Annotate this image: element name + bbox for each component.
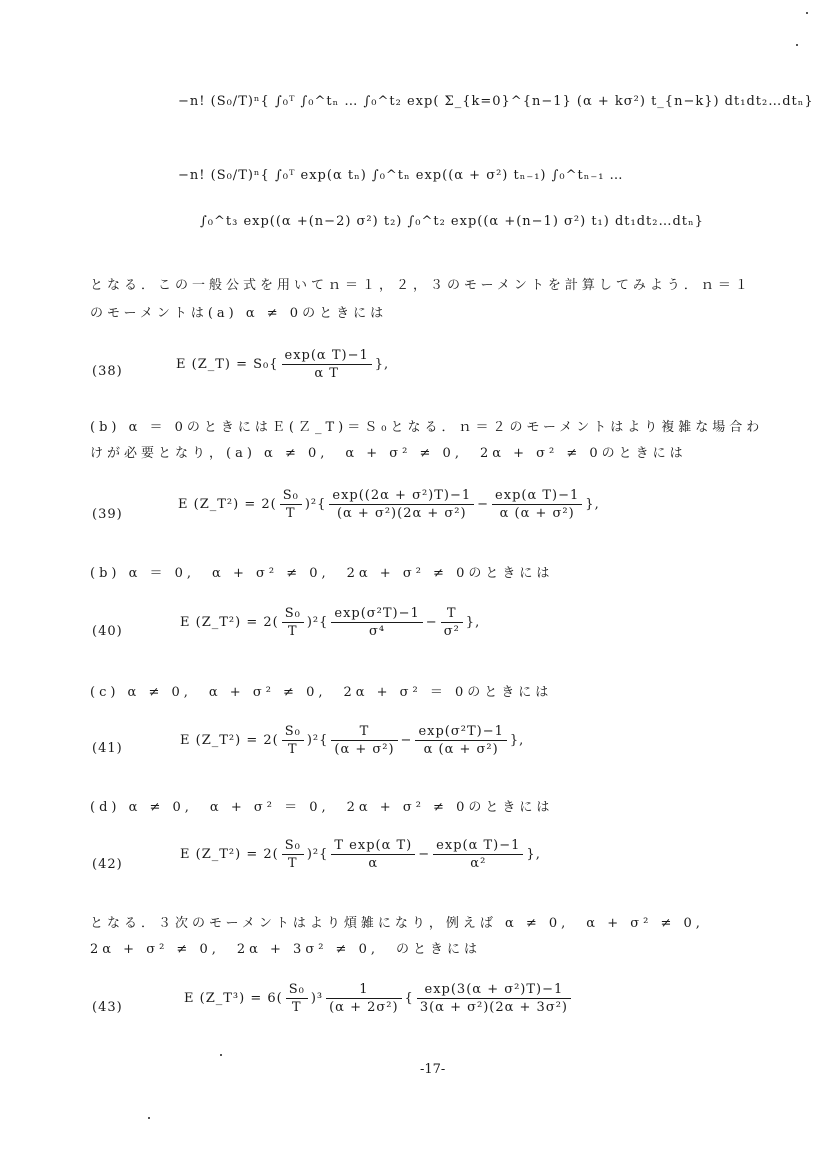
paragraph-6-line-1: となる．３次のモーメントはより煩雑になり，例えば α ≠ 0, α + σ² ≠ 0, — [90, 916, 704, 931]
equation-43-lhs: E (Z_T³) = 6( — [184, 991, 283, 1006]
equation-41-f1-num: T — [331, 724, 397, 741]
general-formula-line-3: ∫₀^t₃ exp((α +(n−2) σ²) t₂) ∫₀^t₂ exp((α +(n−1) σ²) t₁) dt₁dt₂…dtₙ} — [200, 214, 704, 229]
page-number: -17- — [420, 1062, 446, 1077]
equation-41-power: )²{ — [306, 733, 329, 748]
equation-41-f1-den: (α + σ²) — [334, 742, 395, 757]
scan-speck — [148, 1117, 150, 1119]
paragraph-2-line-2: けが必要となり，(a) α ≠ 0, α + σ² ≠ 0, 2α + σ² ≠ 0のときには — [90, 446, 687, 461]
equation-42 — [180, 838, 541, 871]
equation-number-38: (38) — [92, 364, 123, 379]
equation-43-f1-num: 1 — [326, 982, 401, 999]
equation-number-39: (39) — [92, 507, 123, 522]
equation-39-fraction-2 — [492, 488, 582, 521]
equation-number-42: (42) — [92, 857, 123, 872]
equation-39-lhs: E (Z_T²) = 2( — [178, 497, 277, 512]
equation-43-power: )³ — [310, 991, 324, 1006]
equation-42-tail: }, — [526, 847, 541, 862]
equation-40-scale-num: S₀ — [282, 606, 304, 623]
equation-40-minus: − — [425, 615, 438, 630]
equation-39-f1-den: (α + σ²)(2α + σ²) — [336, 506, 467, 521]
equation-42-scale-den: T — [287, 856, 298, 871]
equation-38-tail: }, — [374, 357, 390, 372]
equation-40-f1-den: σ⁴ — [369, 624, 386, 639]
equation-41-minus: − — [400, 733, 413, 748]
equation-43-f2-num: exp(3(α + σ²)T)−1 — [417, 982, 571, 999]
equation-40-f2-num: T — [441, 606, 463, 623]
equation-39-scale — [280, 488, 302, 521]
equation-40-power: )²{ — [306, 615, 329, 630]
equation-number-41: (41) — [92, 741, 123, 756]
equation-43-fraction-1 — [326, 982, 401, 1015]
paragraph-2-line-1: (b) α ＝ 0のときにはＥ(Ｚ_T)＝Ｓ₀となる．ｎ＝２のモーメントはより複雑な場合わ — [90, 420, 764, 435]
equation-number-43: (43) — [92, 1000, 123, 1015]
equation-43-scale — [286, 982, 308, 1015]
paragraph-4: (c) α ≠ 0, α + σ² ≠ 0, 2α + σ² ＝ 0のときには — [90, 685, 553, 700]
equation-43-brace: { — [404, 991, 414, 1006]
equation-39-scale-den: T — [285, 506, 296, 521]
equation-42-f1-den: α — [368, 856, 379, 871]
equation-39 — [178, 488, 600, 521]
equation-42-f2-num: exp(α T)−1 — [433, 838, 523, 855]
equation-41-scale-den: T — [287, 742, 298, 757]
equation-39-minus: − — [477, 497, 490, 512]
paragraph-1-line-2: のモーメントは(a) α ≠ 0のときには — [90, 306, 388, 321]
equation-40 — [180, 606, 480, 639]
paragraph-1-line-1: となる．この一般公式を用いてｎ＝１，２，３のモーメントを計算してみよう．ｎ＝１ — [90, 278, 752, 293]
equation-41-scale-num: S₀ — [282, 724, 304, 741]
equation-41-scale — [282, 724, 304, 757]
equation-43-scale-num: S₀ — [286, 982, 308, 999]
equation-41-f2-den: α (α + σ²) — [423, 742, 499, 757]
equation-41-tail: }, — [509, 733, 525, 748]
equation-38-denominator: α T — [314, 366, 339, 381]
equation-43 — [184, 982, 574, 1015]
equation-38 — [176, 348, 389, 381]
equation-39-power: )²{ — [304, 497, 327, 512]
general-formula-line-1: −n! (S₀/T)ⁿ{ ∫₀ᵀ ∫₀^tₙ … ∫₀^t₂ exp( Σ_{k=0}^{n−1} (α + kσ²) t_{n−k}) dt₁dt₂…dtₙ} — [178, 94, 814, 109]
equation-40-tail: }, — [465, 615, 481, 630]
equation-40-scale-den: T — [287, 624, 298, 639]
equation-42-fraction-1 — [331, 838, 415, 871]
equation-40-f1-num: exp(σ²T)−1 — [331, 606, 422, 623]
equation-41-f2-num: exp(σ²T)−1 — [415, 724, 506, 741]
equation-number-40: (40) — [92, 624, 123, 639]
equation-43-f1-den: (α + 2σ²) — [329, 1000, 399, 1015]
equation-42-power: )²{ — [306, 847, 329, 862]
equation-41-fraction-2 — [415, 724, 506, 757]
paragraph-6-line-2: 2α + σ² ≠ 0, 2α + 3σ² ≠ 0, のときには — [90, 942, 481, 957]
equation-39-f2-num: exp(α T)−1 — [492, 488, 582, 505]
equation-42-scale — [282, 838, 304, 871]
equation-43-scale-den: T — [291, 1000, 302, 1015]
equation-40-f2-den: σ² — [443, 624, 460, 639]
equation-40-lhs: E (Z_T²) = 2( — [180, 615, 279, 630]
equation-42-minus: − — [418, 847, 431, 862]
equation-39-f2-den: α (α + σ²) — [499, 506, 575, 521]
scan-speck — [806, 12, 808, 14]
equation-40-scale — [282, 606, 304, 639]
equation-42-scale-num: S₀ — [282, 838, 304, 855]
paragraph-5: (d) α ≠ 0, α + σ² ＝ 0, 2α + σ² ≠ 0のときには — [90, 800, 554, 815]
equation-39-fraction-1 — [329, 488, 474, 521]
equation-41 — [180, 724, 524, 757]
equation-41-lhs: E (Z_T²) = 2( — [180, 733, 279, 748]
equation-40-fraction-1 — [331, 606, 422, 639]
equation-42-fraction-2 — [433, 838, 523, 871]
equation-41-fraction-1 — [331, 724, 397, 757]
equation-40-fraction-2 — [441, 606, 463, 639]
equation-42-lhs: E (Z_T²) = 2( — [180, 847, 279, 862]
general-formula-line-2: −n! (S₀/T)ⁿ{ ∫₀ᵀ exp(α tₙ) ∫₀^tₙ exp((α + σ²) tₙ₋₁) ∫₀^tₙ₋₁ … — [178, 168, 624, 183]
equation-39-scale-num: S₀ — [280, 488, 302, 505]
equation-42-f1-num: T exp(α T) — [331, 838, 415, 855]
paragraph-3: (b) α ＝ 0, α + σ² ≠ 0, 2α + σ² ≠ 0のときには — [90, 566, 554, 581]
equation-38-lhs: E (Z_T) = S₀{ — [176, 357, 279, 372]
scan-speck — [796, 44, 798, 46]
equation-38-numerator: exp(α T)−1 — [282, 348, 372, 365]
equation-43-f2-den: 3(α + σ²)(2α + 3σ²) — [419, 1000, 568, 1015]
equation-38-fraction — [282, 348, 372, 381]
equation-42-f2-den: α² — [470, 856, 487, 871]
equation-43-fraction-2 — [417, 982, 571, 1015]
equation-39-tail: }, — [585, 497, 600, 512]
equation-39-f1-num: exp((2α + σ²)T)−1 — [329, 488, 474, 505]
scan-speck — [220, 1054, 222, 1056]
